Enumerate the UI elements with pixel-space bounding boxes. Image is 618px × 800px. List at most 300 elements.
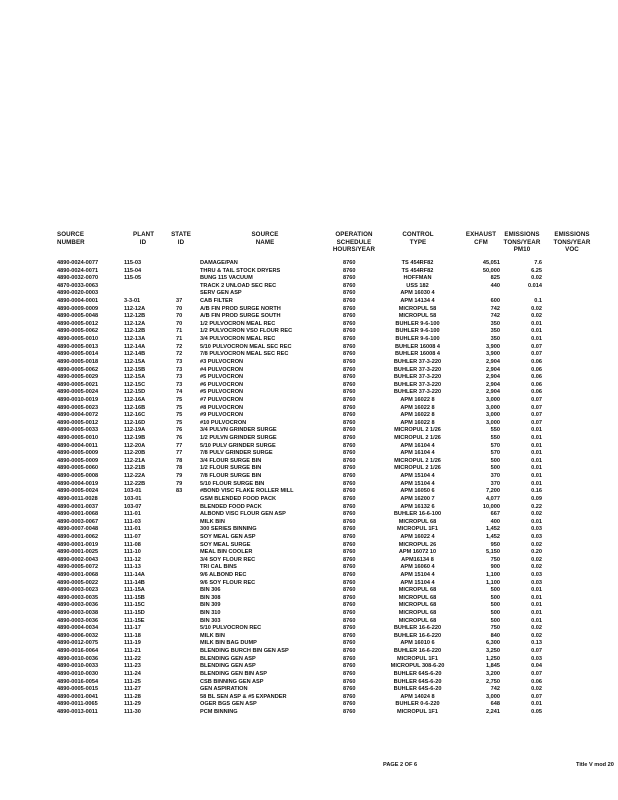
table-row (0, 679, 618, 687)
operation-hours-cell: 8760 (343, 419, 356, 426)
source-number-cell: 4890-0005-0009 (57, 457, 99, 464)
source-number-cell: 4890-0020-0003 (57, 290, 99, 297)
emissions-pm10-cell: 0.1 (534, 298, 542, 305)
emissions-pm10-cell: 0.07 (531, 412, 542, 419)
control-type-cell: BUHLER 16008 4 (394, 343, 441, 350)
source-name-cell: BIN 310 (200, 610, 221, 617)
emissions-pm10-cell: 0.02 (531, 625, 542, 632)
emissions-pm10-cell: 0.01 (531, 617, 542, 624)
operation-hours-cell: 8760 (343, 518, 356, 525)
operation-hours-cell: 8760 (343, 442, 356, 449)
operation-hours-cell: 8760 (343, 267, 356, 274)
state-id-cell: 73 (176, 381, 183, 388)
control-type-cell: BUHLER 37-3-220 (393, 374, 442, 381)
emissions-pm10-cell: 0.01 (531, 442, 542, 449)
emissions-pm10-cell: 0.01 (531, 473, 542, 480)
table-row (0, 321, 618, 329)
source-name-cell: 5/10 PULV GRINDER SURGE (200, 442, 276, 449)
control-type-cell: APM 15104 4 (400, 480, 435, 487)
emissions-pm10-cell: 0.01 (531, 427, 542, 434)
emissions-pm10-cell: 0.03 (531, 571, 542, 578)
control-type-cell: BUHLER 16-6-100 (393, 511, 442, 518)
exhaust-cfm-cell: 45,051 (482, 260, 500, 266)
table-row (0, 465, 618, 473)
exhaust-cfm-cell: 600 (490, 298, 500, 305)
exhaust-cfm-cell: 350 (490, 336, 500, 343)
table-row (0, 268, 618, 276)
operation-hours-cell: 8760 (343, 610, 356, 617)
emissions-pm10-cell: 0.02 (531, 313, 542, 320)
source-number-cell: 4890-0001-0019 (57, 541, 99, 548)
control-type-cell: MICROPUL 2 1/26 (394, 427, 441, 434)
plant-id-cell: 112-19B (124, 435, 146, 442)
emissions-pm10-cell: 0.01 (531, 518, 542, 525)
table-row (0, 420, 618, 428)
plant-id-cell: 112-21A (124, 457, 146, 464)
exhaust-cfm-cell: 1,250 (486, 655, 500, 662)
exhaust-cfm-cell: 750 (490, 556, 500, 563)
table-row (0, 443, 618, 451)
control-type-cell: BUHLER 37-3-220 (393, 358, 442, 365)
plant-id-cell: 112-19A (124, 427, 146, 434)
exhaust-cfm-cell: 3,250 (486, 648, 500, 655)
control-type-cell: MICROPUL 2 1/26 (394, 457, 441, 464)
plant-id-cell: 111-03 (124, 518, 141, 525)
operation-hours-cell: 8760 (343, 670, 356, 677)
source-number-cell: 4890-0005-0008 (57, 473, 99, 480)
plant-id-cell: 112-16D (124, 419, 146, 426)
source-number-cell: 4890-0005-0048 (57, 313, 99, 320)
control-type-cell: MICROPUL 1F1 (397, 526, 438, 533)
source-number-cell: 4890-0004-0011 (57, 442, 98, 449)
source-number-cell: 4890-0005-0012 (57, 419, 99, 426)
exhaust-cfm-cell: 3,000 (486, 396, 500, 403)
plant-id-cell: 111-07 (124, 533, 141, 540)
plant-id-cell: 111-15E (124, 617, 145, 624)
exhaust-cfm-cell: 742 (490, 313, 500, 320)
state-id-cell: 79 (176, 473, 183, 480)
emissions-pm10-cell: 0.01 (531, 450, 542, 457)
state-id-cell: 76 (176, 427, 183, 434)
emissions-pm10-cell: 0.09 (531, 495, 542, 502)
state-id-cell: 75 (176, 396, 183, 403)
header-exhaust: EXHAUST CFM (465, 231, 497, 246)
table-row (0, 382, 618, 390)
emissions-pm10-cell: 0.06 (531, 358, 542, 365)
exhaust-cfm-cell: 6,300 (486, 640, 500, 647)
operation-hours-cell: 8760 (343, 381, 356, 388)
operation-hours-cell: 8760 (343, 511, 356, 518)
source-number-cell: 4890-0012-0075 (57, 640, 99, 647)
table-row (0, 367, 618, 375)
source-number-cell: 4890-0032-0070 (57, 275, 99, 282)
table-row (0, 694, 618, 702)
state-id-cell: 37 (176, 298, 183, 305)
table-row (0, 625, 618, 633)
source-name-cell: BLENDING BURCH BIN GEN ASP (200, 648, 289, 655)
state-id-cell: 71 (176, 336, 183, 343)
plant-id-cell: 111-22 (124, 655, 141, 662)
source-number-cell: 4890-0005-0013 (57, 343, 99, 350)
control-type-cell: APM 16010 6 (400, 640, 435, 647)
operation-hours-cell: 8760 (343, 533, 356, 540)
exhaust-cfm-cell: 570 (490, 442, 500, 449)
emissions-pm10-cell: 0.02 (531, 556, 542, 563)
operation-hours-cell: 8760 (343, 336, 356, 343)
operation-hours-cell: 8760 (343, 473, 356, 480)
source-name-cell: #8 PULVOCRON (200, 404, 244, 411)
source-name-cell: BLENDED FOOD PACK (200, 503, 262, 510)
table-row (0, 648, 618, 656)
source-name-cell: 1/2 PULVOCRON VSO FLOUR REC (200, 328, 293, 335)
operation-hours-cell: 8760 (343, 374, 356, 381)
control-type-cell: BUHLER 16-6-220 (393, 648, 442, 655)
control-type-cell: BUHLER 0-6-220 (395, 701, 440, 708)
table-row (0, 275, 618, 283)
plant-id-cell: 112-14A (124, 343, 146, 350)
plant-id-cell: 111-12 (124, 556, 141, 563)
control-type-cell: MICROPUL 68 (398, 594, 437, 601)
operation-hours-cell: 8760 (343, 571, 356, 578)
emissions-pm10-cell: 0.02 (531, 541, 542, 548)
exhaust-cfm-cell: 3,200 (486, 670, 500, 677)
control-type-cell: TS 454RF82 (401, 267, 434, 274)
operation-hours-cell: 8760 (343, 465, 356, 472)
plant-id-cell: 111-30 (124, 708, 141, 715)
table-row (0, 412, 618, 420)
plant-id-cell: 111-15B (124, 594, 145, 601)
emissions-pm10-cell: 0.01 (531, 587, 542, 594)
header-source: SOURCE NUMBER (57, 231, 85, 246)
emissions-pm10-cell: 0.06 (531, 678, 542, 685)
control-type-cell: APM 16200 7 (400, 495, 435, 502)
operation-hours-cell: 8760 (343, 435, 356, 442)
operation-hours-cell: 8760 (343, 701, 356, 708)
plant-id-cell: 112-13A (124, 336, 146, 343)
exhaust-cfm-cell: 500 (490, 610, 500, 617)
state-id-cell: 72 (176, 343, 183, 350)
operation-hours-cell: 8760 (343, 351, 356, 358)
exhaust-cfm-cell: 1,845 (486, 663, 500, 670)
state-id-cell: 75 (176, 404, 183, 411)
plant-id-cell: 111-19 (124, 640, 141, 647)
control-type-cell: MICROPUL 58 (398, 305, 437, 312)
plant-id-cell: 112-12A (124, 320, 146, 327)
source-number-cell: 4890-0003-0038 (57, 610, 99, 617)
exhaust-cfm-cell: 900 (490, 564, 500, 571)
source-number-cell: 4890-0005-0009 (57, 450, 99, 457)
control-type-cell: TS 454RF82 (401, 260, 434, 266)
source-number-cell: 4890-0005-0010 (57, 336, 99, 343)
header-operation: OPERATION SCHEDULE HOURS/YEAR (332, 231, 376, 254)
state-id-cell: 75 (176, 412, 183, 419)
operation-hours-cell: 8760 (343, 480, 356, 487)
exhaust-cfm-cell: 2,904 (486, 381, 500, 388)
exhaust-cfm-cell: 500 (490, 587, 500, 594)
control-type-cell: APM 14134 4 (400, 298, 435, 305)
operation-hours-cell: 8760 (343, 282, 356, 289)
table-row (0, 610, 618, 618)
emissions-pm10-cell: 0.02 (531, 686, 542, 693)
source-number-cell: 4890-0010-0030 (57, 670, 99, 677)
table-row (0, 359, 618, 367)
plant-id-cell: 103-07 (124, 503, 142, 510)
source-number-cell: 4890-0001-0062 (57, 533, 99, 540)
plant-id-cell: 111-10 (124, 549, 141, 556)
table-row (0, 344, 618, 352)
source-number-cell: 4890-0005-0012 (57, 320, 99, 327)
exhaust-cfm-cell: 3,900 (486, 351, 500, 358)
operation-hours-cell: 8760 (343, 366, 356, 373)
source-name-cell: BLENDING GEN ASP (200, 663, 256, 670)
source-name-cell: A/B FIN PROD SURGE NORTH (200, 305, 281, 312)
source-name-cell: GEN ASPIRATION (200, 686, 248, 693)
operation-hours-cell: 8760 (343, 632, 356, 639)
control-type-cell: MICROPUL 68 (398, 587, 437, 594)
table-row (0, 313, 618, 321)
operation-hours-cell: 8760 (343, 260, 356, 266)
plant-id-cell: 111-23 (124, 663, 141, 670)
plant-id-cell: 111-01 (124, 511, 141, 518)
table-row (0, 709, 618, 717)
source-name-cell: PCM BINNING (200, 708, 238, 715)
exhaust-cfm-cell: 840 (490, 632, 500, 639)
exhaust-cfm-cell: 370 (490, 473, 500, 480)
source-number-cell: 4890-0016-0054 (57, 678, 99, 685)
exhaust-cfm-cell: 742 (490, 686, 500, 693)
plant-id-cell: 111-15A (124, 587, 145, 594)
source-number-cell: 4890-0005-0010 (57, 435, 99, 442)
control-type-cell: APM 15104 4 (400, 473, 435, 480)
control-type-cell: MICROPUL 2 1/26 (394, 435, 441, 442)
emissions-pm10-cell: 0.16 (531, 488, 542, 495)
control-type-cell: MICROPUL 68 (398, 610, 437, 617)
exhaust-cfm-cell: 500 (490, 457, 500, 464)
table-row (0, 663, 618, 671)
emissions-pm10-cell: 0.06 (531, 366, 542, 373)
exhaust-cfm-cell: 370 (490, 480, 500, 487)
header-plant-id: PLANT ID (133, 231, 155, 246)
header-state-id: STATE ID (171, 231, 191, 246)
plant-id-cell: 111-28 (124, 693, 141, 700)
state-id-cell: 78 (176, 465, 183, 472)
table-row (0, 283, 618, 291)
emissions-pm10-cell: 0.01 (531, 594, 542, 601)
source-number-cell: 4890-0005-0062 (57, 366, 99, 373)
source-number-cell: 4890-0003-0035 (57, 594, 99, 601)
state-id-cell: 75 (176, 419, 183, 426)
control-type-cell: BUHLER 9-6-100 (395, 336, 440, 343)
plant-id-cell: 112-12B (124, 313, 146, 320)
plant-id-cell: 112-22B (124, 480, 146, 487)
control-type-cell: APM 14024 8 (400, 693, 435, 700)
source-name-cell: 3/4 PULVN GRINDER SURGE (200, 427, 277, 434)
table-row (0, 405, 618, 413)
emissions-pm10-cell: 0.06 (531, 381, 542, 388)
operation-hours-cell: 8760 (343, 686, 356, 693)
table-row (0, 686, 618, 694)
control-type-cell: MICROPUL 68 (398, 617, 437, 624)
exhaust-cfm-cell: 2,904 (486, 374, 500, 381)
control-type-cell: BUHLER 64S-6-20 (393, 686, 442, 693)
state-id-cell: 78 (176, 457, 183, 464)
source-number-cell: 4890-0010-0033 (57, 663, 99, 670)
plant-id-cell: 115-03 (124, 260, 142, 266)
plant-id-cell: 111-13 (124, 564, 141, 571)
control-type-cell: APM 16022 8 (400, 396, 435, 403)
source-name-cell: #7 PULVOCRON (200, 396, 244, 403)
plant-id-cell: 111-21 (124, 648, 141, 655)
emissions-pm10-cell: 0.01 (531, 320, 542, 327)
control-type-cell: BUHLER 37-3-220 (393, 381, 442, 388)
source-name-cell: TRACK 2 UNLOAD SEC REC (200, 282, 277, 289)
plant-id-cell: 111-14A (124, 571, 145, 578)
emissions-pm10-cell: 0.02 (531, 564, 542, 571)
exhaust-cfm-cell: 500 (490, 594, 500, 601)
exhaust-cfm-cell: 742 (490, 305, 500, 312)
source-number-cell: 4890-0013-0011 (57, 708, 98, 715)
emissions-pm10-cell: 0.01 (531, 336, 542, 343)
control-type-cell: MICROPUL 308-6-20 (390, 663, 445, 670)
source-name-cell: BIN 309 (200, 602, 221, 609)
source-name-cell: MILK BIN (200, 518, 225, 525)
operation-hours-cell: 8760 (343, 663, 356, 670)
exhaust-cfm-cell: 500 (490, 465, 500, 472)
exhaust-cfm-cell: 3,000 (486, 404, 500, 411)
table-row (0, 580, 618, 588)
emissions-pm10-cell: 0.03 (531, 526, 542, 533)
table-row (0, 542, 618, 550)
state-id-cell: 70 (176, 320, 183, 327)
table-row (0, 298, 618, 306)
source-name-cell: BIN 306 (200, 587, 221, 594)
source-name-cell: MILK BIN BAG DUMP (200, 640, 257, 647)
state-id-cell: 73 (176, 358, 183, 365)
state-id-cell: 70 (176, 305, 183, 312)
source-name-cell: CAB FILTER (200, 298, 233, 305)
plant-id-cell: 112-15A (124, 374, 146, 381)
source-number-cell: 4890-0005-0023 (57, 404, 99, 411)
page-number: PAGE 2 OF 6 (383, 762, 418, 768)
source-name-cell: #10 PULVOCRON (200, 419, 247, 426)
exhaust-cfm-cell: 667 (490, 511, 500, 518)
plant-id-cell: 112-20B (124, 450, 146, 457)
operation-hours-cell: 8760 (343, 488, 356, 495)
operation-hours-cell: 8760 (343, 412, 356, 419)
source-name-cell: ALBOND VISC FLOUR GEN ASP (200, 511, 286, 518)
source-number-cell: 4890-0003-0067 (57, 518, 99, 525)
state-id-cell: 74 (176, 389, 183, 396)
source-name-cell: SOY MEAL GEN ASP (200, 533, 256, 540)
control-type-cell: APM 15104 4 (400, 571, 435, 578)
source-number-cell: 4890-0011-0065 (57, 701, 98, 708)
source-number-cell: 4890-0016-0064 (57, 648, 99, 655)
source-name-cell: 7/8 PULV GRINDER SURGE (200, 450, 273, 457)
source-number-cell: 4890-0004-0072 (57, 412, 99, 419)
emissions-pm10-cell: 0.01 (531, 465, 542, 472)
plant-id-cell: 111-17 (124, 625, 141, 632)
source-number-cell: 4890-0024-0071 (57, 267, 99, 274)
header-emissions-voc: EMISSIONS TONS/YEAR VOC (553, 231, 591, 254)
exhaust-cfm-cell: 2,904 (486, 366, 500, 373)
source-name-cell: 58 BL SEN ASP & #5 EXPANDER (200, 693, 287, 700)
state-id-cell: 70 (176, 313, 183, 320)
emissions-pm10-cell: 0.07 (531, 343, 542, 350)
source-name-cell: 9/6 ALBOND REC (200, 571, 247, 578)
source-number-cell: 4890-0010-0036 (57, 655, 99, 662)
operation-hours-cell: 8760 (343, 693, 356, 700)
control-type-cell: BUHLER 64S-6-20 (393, 670, 442, 677)
source-name-cell: 5/10 PULVOCRON REC (200, 625, 262, 632)
state-id-cell: 71 (176, 328, 183, 335)
operation-hours-cell: 8760 (343, 404, 356, 411)
header-control: CONTROL TYPE (402, 231, 434, 246)
source-name-cell: 3/4 FLOUR SURGE BIN (200, 457, 262, 464)
table-row (0, 671, 618, 679)
control-type-cell: APM 16022 4 (400, 533, 435, 540)
table-row (0, 450, 618, 458)
exhaust-cfm-cell: 350 (490, 320, 500, 327)
operation-hours-cell: 8760 (343, 587, 356, 594)
operation-hours-cell: 8760 (343, 625, 356, 632)
emissions-pm10-cell: 0.01 (531, 435, 542, 442)
source-number-cell: 4890-0004-0019 (57, 480, 99, 487)
emissions-pm10-cell: 0.02 (531, 632, 542, 639)
exhaust-cfm-cell: 1,452 (486, 526, 500, 533)
plant-id-cell: 111-01 (124, 526, 141, 533)
exhaust-cfm-cell: 3,000 (486, 419, 500, 426)
exhaust-cfm-cell: 950 (490, 541, 500, 548)
source-number-cell: 4890-0001-0068 (57, 571, 99, 578)
exhaust-cfm-cell: 400 (490, 518, 500, 525)
header-source-name: SOURCE NAME (251, 231, 279, 246)
operation-hours-cell: 8760 (343, 495, 356, 502)
source-number-cell: 4890-0001-0041 (57, 693, 99, 700)
exhaust-cfm-cell: 648 (490, 701, 500, 708)
control-type-cell: BUHLER 16-6-220 (393, 625, 442, 632)
control-type-cell: MICROPUL 1F1 (397, 708, 438, 715)
emissions-pm10-cell: 0.07 (531, 351, 542, 358)
exhaust-cfm-cell: 7,200 (486, 488, 500, 495)
source-number-cell: 4890-0006-0032 (57, 632, 99, 639)
plant-id-cell: 112-12A (124, 305, 146, 312)
plant-id-cell: 112-12B (124, 328, 146, 335)
plant-id-cell: 111-24 (124, 670, 141, 677)
source-name-cell: OGER BGS GEN ASP (200, 701, 257, 708)
operation-hours-cell: 8760 (343, 648, 356, 655)
source-name-cell: 9/6 SOY FLOUR REC (200, 579, 256, 586)
exhaust-cfm-cell: 3,000 (486, 412, 500, 419)
state-id-cell: 76 (176, 435, 183, 442)
control-type-cell: APM 16022 8 (400, 419, 435, 426)
control-type-cell: APM 16030 4 (400, 290, 435, 297)
source-number-cell: 4890-0001-0025 (57, 549, 99, 556)
exhaust-cfm-cell: 750 (490, 625, 500, 632)
exhaust-cfm-cell: 550 (490, 427, 500, 434)
plant-id-cell: 112-21B (124, 465, 146, 472)
emissions-pm10-cell: 0.03 (531, 655, 542, 662)
control-type-cell: APM 16104 4 (400, 442, 435, 449)
emissions-pm10-cell: 0.07 (531, 396, 542, 403)
table-row (0, 306, 618, 314)
source-number-cell: 4890-0004-0001 (57, 298, 99, 305)
emissions-pm10-cell: 0.01 (531, 457, 542, 464)
operation-hours-cell: 8760 (343, 298, 356, 305)
source-number-cell: 4890-0005-0018 (57, 358, 99, 365)
operation-hours-cell: 8760 (343, 526, 356, 533)
operation-hours-cell: 8760 (343, 457, 356, 464)
emissions-pm10-cell: 0.01 (531, 480, 542, 487)
